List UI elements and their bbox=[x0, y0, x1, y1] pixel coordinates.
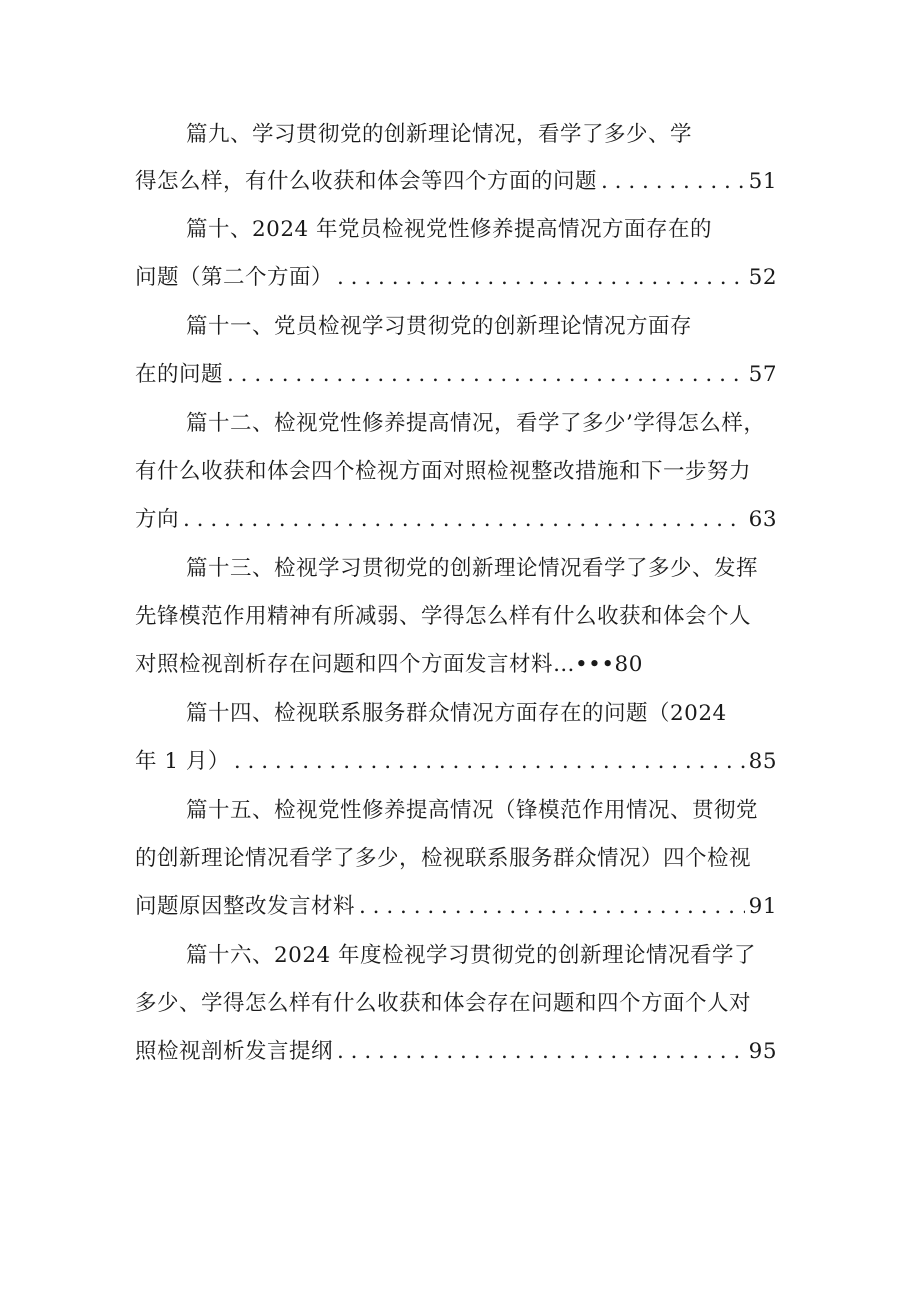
dot-leader bbox=[183, 500, 745, 540]
toc-entry-11-line-1: 篇十一、党员检视学习贯彻党的创新理论情况方面存 bbox=[186, 314, 693, 339]
dot-leader bbox=[337, 258, 745, 298]
toc-entry-9-title-end: 得怎么样，有什么收获和体会等四个方面的问题 bbox=[135, 169, 598, 194]
toc-entry-10-title-end: 问题（第二个方面） bbox=[135, 265, 334, 290]
toc-entry-10-line-2[interactable] bbox=[135, 258, 777, 298]
toc-entry-12-title-end: 方向 bbox=[135, 507, 180, 532]
toc-entry-14-line-2[interactable] bbox=[135, 742, 777, 782]
dot-leader bbox=[359, 887, 745, 927]
dot-leader bbox=[227, 355, 745, 395]
toc-entry-12-line-2: 有什么收获和体会四个检视方面对照检视整改措施和下一步努力 bbox=[135, 459, 752, 484]
toc-entry-16-line-3[interactable] bbox=[135, 1032, 777, 1072]
toc-entry-16-title-end: 照检视剖析发言提纲 bbox=[135, 1039, 334, 1064]
toc-entry-12-line-3[interactable] bbox=[135, 500, 777, 540]
toc-entry-13-line-3[interactable]: 对照检视剖析存在问题和四个方面发言材料…•••80 bbox=[135, 652, 643, 677]
toc-entry-15-line-1: 篇十五、检视党性修养提高情况（锋模范作用情况、贯彻党 bbox=[186, 798, 759, 823]
dot-leader bbox=[234, 742, 745, 782]
toc-entry-11-page: 57 bbox=[748, 362, 777, 387]
toc-entry-9-line-2[interactable] bbox=[135, 162, 777, 202]
toc-entry-11-title-end: 在的问题 bbox=[135, 362, 224, 387]
toc-entry-15-line-2: 的创新理论情况看学了多少，检视联系服务群众情况）四个检视 bbox=[135, 846, 752, 871]
dot-leader bbox=[337, 1032, 745, 1072]
toc-entry-10-page: 52 bbox=[748, 265, 777, 290]
toc-entry-14-title-end: 年 1 月） bbox=[135, 749, 230, 774]
toc-entry-9-line-1: 篇九、学习贯彻党的创新理论情况，看学了多少、学 bbox=[186, 122, 693, 147]
dot-leader bbox=[601, 162, 745, 202]
toc-entry-16-line-2: 多少、学得怎么样有什么收获和体会存在问题和四个方面个人对 bbox=[135, 991, 752, 1016]
toc-entry-10-line-1: 篇十、2024 年党员检视党性修养提高情况方面存在的 bbox=[186, 217, 713, 242]
toc-entry-16-page: 95 bbox=[748, 1039, 777, 1064]
toc-entry-13-line-1: 篇十三、检视学习贯彻党的创新理论情况看学了多少、发挥 bbox=[186, 556, 759, 581]
toc-entry-14-page: 85 bbox=[748, 749, 777, 774]
toc-entry-13-line-2: 先锋模范作用精神有所减弱、学得怎么样有什么收获和体会个人 bbox=[135, 604, 752, 629]
toc-entry-9-page: 51 bbox=[748, 169, 777, 194]
toc-entry-14-line-1: 篇十四、检视联系服务群众情况方面存在的问题（2024 bbox=[186, 701, 727, 726]
toc-entry-11-line-2[interactable] bbox=[135, 355, 777, 395]
toc-entry-15-page: 91 bbox=[748, 894, 777, 919]
toc-entry-16-line-1: 篇十六、2024 年度检视学习贯彻党的创新理论情况看学了 bbox=[186, 943, 757, 968]
toc-entry-15-line-3[interactable] bbox=[135, 887, 777, 927]
toc-entry-12-page: 63 bbox=[748, 507, 777, 532]
toc-entry-15-title-end: 问题原因整改发言材料 bbox=[135, 894, 356, 919]
toc-entry-12-line-1: 篇十二、检视党性修养提高情况，看学了多少’学得怎么样， bbox=[186, 411, 766, 436]
